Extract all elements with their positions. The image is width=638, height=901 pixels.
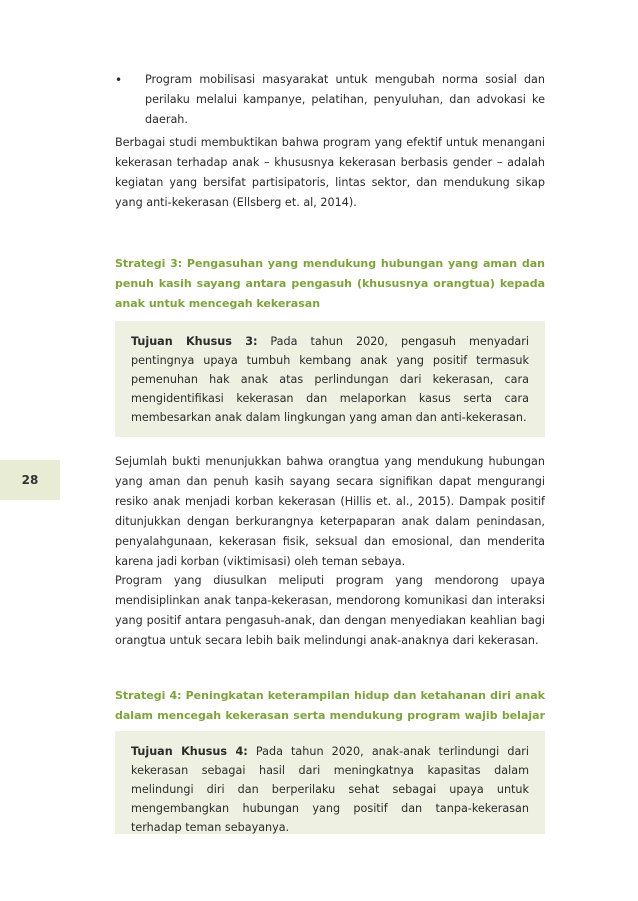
strategy-3-goal-box <box>115 321 545 437</box>
strategy-3-goal-body: Pada tahun 2020, pengasuh menyadari pentingnya upaya tumbuh kembang anak yang positif termasuk pemenuhan hak anak atas perlindungan dari kekerasan, cara mengidentifikasi kekerasan dan melaporkan kasus serta cara membesarkan anak dalam lingkungan yang aman dan anti-kekerasan. <box>131 335 529 424</box>
strategy-4-goal-body: Pada tahun 2020, anak-anak terlindungi dari kekerasan sebagai hasil dari meningkatnya kapasitas dalam melindungi diri dan berperilaku sehat sebagai upaya untuk mengembangkan hubungan yang positif dan tanpa-kekerasan terhadap teman sebayanya. <box>131 745 530 834</box>
page-number-tab <box>0 460 60 500</box>
strategy-4-goal-label: Tujuan Khusus 4: <box>131 745 248 758</box>
strategy-3-goal-label: Tujuan Khusus 3: <box>131 335 258 348</box>
paragraph-program: Program yang diusulkan meliputi program yang mendorong upaya mendisiplinkan anak tanpa-kekerasan, mendorong komunikasi dan interaksi yang positif antara pengasuh-anak, dan dengan menyediakan keahlian bagi orangtua untuk secara lebih baik melindungi anak-anaknya dari kekerasan. <box>115 574 545 647</box>
strategy-4-goal-text <box>131 742 529 837</box>
paragraph-intro: Berbagai studi membuktikan bahwa program yang efektif untuk menangani kekerasan terhadap anak – khususnya kekerasan berbasis gender – adalah kegiatan yang bersifat partisipatoris, lintas sektor, dan mendukung sikap yang anti-kekerasan (Ellsberg et. al, 2014). <box>115 136 545 209</box>
strategy-3-goal-text <box>131 332 529 427</box>
page-number: 28 <box>21 473 39 487</box>
bullet-item <box>115 70 545 130</box>
strategy-4-heading: Strategi 4: Peningkatan keterampilan hidup dan ketahanan diri anak dalam mencegah kekerasan serta mendukung program wajib belajar <box>115 689 545 722</box>
bullet-text: Program mobilisasi masyarakat untuk mengubah norma sosial dan perilaku melalui kampanye, pelatihan, penyuluhan, dan advokasi ke daerah. <box>145 73 545 126</box>
bullet-symbol: • <box>115 73 123 87</box>
paragraph-evidence: Sejumlah bukti menunjukkan bahwa orangtua yang mendukung hubungan yang aman dan penuh kasih sayang secara signifikan dapat mengurangi resiko anak menjadi korban kekerasan (Hillis et. al., 2015). Dampak positif ditunjukkan dengan berkurangnya keterpaparan anak dalam penindasan, penyalahgunaan, kekerasan fisik, seksual dan emosional, dan menderita karena jadi korban (viktimisasi) oleh teman sebaya. <box>115 455 545 568</box>
strategy-4-goal-box <box>115 731 545 834</box>
strategy-3-heading: Strategi 3: Pengasuhan yang mendukung hubungan yang aman dan penuh kasih sayang antara pengasuh (khususnya orangtua) kepada anak untuk mencegah kekerasan <box>115 257 545 310</box>
